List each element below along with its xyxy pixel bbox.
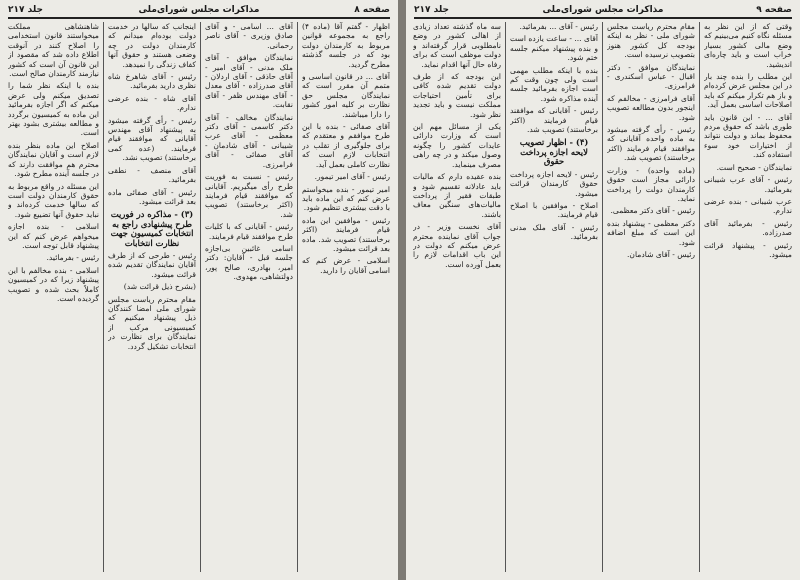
column-rule	[200, 22, 201, 572]
paragraph: عرب شیبانی - بنده عرضی ندارم.	[704, 196, 792, 216]
paragraph: رئیس - آقای عرب شیبانی بفرمائید.	[704, 175, 792, 194]
paragraph: اسلامی - بنده اجازه میخواهم عرض کنم که این پیشنهاد قابل توجه است.	[8, 222, 99, 250]
paragraph: نمایندگان مخالف - آقای دکتر کاسمی - آقای دکتر معظمی - آقای عرب شیبانی - آقای شادمان - آقای صفائی - آقای فرامرزی.	[205, 112, 293, 169]
paragraph: رئیس - بفرمائید.	[46, 253, 99, 263]
paragraph: اینجانب که سالها در خدمت دولت بوده‌ام میدانم که کارمندان دولت در چه وضعی هستند و حقوق آنها کفاف زندگی را نمیدهد.	[108, 22, 196, 69]
paragraph: امیر تیمور - بنده میخواستم عرض کنم که این ماده باید با دقت بیشتری تنظیم شود.	[302, 184, 390, 213]
paragraph: اصلاح این ماده بنظر بنده لازم است و آقایان نمایندگان محترم هم موافقت دارند که در جلسه آینده مطرح شود.	[8, 140, 99, 179]
paragraph: آقای صفائی - بنده با این طرح موافقم و معتقدم که برای جلوگیری از تقلب در انتخابات لازم است که نظارت کاملی بعمل آید.	[302, 122, 390, 169]
paragraph: آقای ... در قانون اساسی و متمم آن مقرر است که نمایندگان مجلس حق نظارت بر کلیه امور کشور را دارا میباشند.	[302, 72, 390, 119]
paragraph: رئیس - آقای امیر تیمور.	[314, 172, 390, 182]
paragraph: این مطلب را بنده چند بار در این مجلس عرض کرده‌ام و باز هم تکرار میکنم که باید اصلاحات اساسی بعمل آید.	[704, 72, 792, 110]
paragraph: رئیس - طرحی که از طرف آقایان نمایندگان تقدیم شده قرائت میشود.	[108, 250, 196, 279]
paragraph: (ماده واحده) - وزارت دارائی مجاز است حقوق کارمندان دولت را پرداخت نماید.	[607, 165, 695, 203]
right-page-header	[414, 4, 792, 19]
right-page	[406, 0, 800, 580]
paragraph: این بودجه که از طرف دولت تقدیم شده کافی برای تأمین احتیاجات مملکت نیست و باید تجدید نظر شود.	[413, 72, 501, 119]
paragraph: بنده با اینکه مطلب مهمی است ولی چون وقت کم است اجازه بفرمائید جلسه آینده مذاکره شود.	[510, 65, 598, 103]
paragraph: رئیس - آقای صفائی ماده بعد قرائت میشود.	[108, 187, 196, 206]
paragraph: آقای ... - این قانون باید طوری باشد که حقوق مردم محفوظ بماند و دولت نتواند از اختیارات خود سوء استفاده کند.	[704, 112, 792, 160]
section-heading: (۳) - مذاکره در فوریت طرح پیشنهادی راجع به انتخابات کمیسیون جهت نظارت انتخابات	[110, 209, 194, 248]
right-column-3	[510, 22, 598, 574]
left-column-3	[108, 22, 196, 574]
paragraph: آقای منصف - نطقی بفرمائید.	[108, 165, 196, 185]
paragraph: آقای شاه - بنده عرضی ندارم.	[108, 93, 196, 113]
paragraph: اظهار - گفتم آقا (ماده ۴) راجع به مجموعه قوانین مربوط به کارمندان دولت بود که در جلسه گذشته مطرح گردید.	[302, 22, 390, 69]
paragraph: اسلامی - بنده مخالفم با این پیشنهاد زیرا که در کمیسیون کاملاً بحث شده و تصویب گردیده است.	[8, 265, 99, 303]
left-page-header	[8, 4, 390, 19]
paragraph: رئیس - آقای ... بفرمائید.	[519, 22, 598, 31]
section-heading: (۴) - اظهار تصویب لایحه اجازه پرداخت حقوق	[519, 137, 589, 167]
paragraph: (بشرح ذیل قرائت شد)	[123, 282, 196, 292]
paragraph: اصلاح - موافقین با اصلاح قیام فرمایند.	[510, 200, 598, 220]
left-page-number: صفحه ۸	[354, 5, 390, 15]
paragraph: مقام محترم ریاست مجلس شورای ملی - نظر به اینکه بودجه کل کشور هنوز بتصویب نرسیده است.	[607, 22, 695, 60]
paragraph: رئیس - آقای دکتر معظمی.	[610, 206, 695, 216]
column-rule	[103, 22, 104, 572]
right-page-number: صفحه ۹	[756, 5, 792, 15]
paragraph: رئیس - آقای شاهرخ شاه نظری دارید بفرمائید.	[108, 72, 196, 91]
right-column-2	[607, 22, 695, 574]
paragraph: نمایندگان - صحیح است.	[716, 162, 792, 172]
paragraph: رئیس - نسبت به فوریت طرح رأی میگیریم. آقایانی که موافقند قیام فرمایند (اکثر برخاستند) تصویب شد.	[205, 172, 293, 219]
paragraph: آقای ... اسامی - و آقای صادق وزیری - آقای ناصر رحمانی.	[205, 22, 293, 50]
column-rule	[297, 22, 298, 572]
paragraph: دکتر معظمی - پیشنهاد بنده این است که مبلغ اضافه شود.	[607, 218, 695, 247]
left-column-2	[205, 22, 293, 574]
paragraph: رئیس - پیشنهاد قرائت میشود.	[704, 240, 792, 259]
paragraph: آقای ... - ساعت یازده است و بنده پیشنهاد میکنم جلسه ختم شود.	[510, 34, 598, 63]
paragraph: بنده عقیده دارم که مالیات باید عادلانه تقسیم شود و طبقات فقیر از پرداخت مالیات‌های سنگین معاف باشند.	[413, 172, 501, 219]
paragraph: رئیس - آقای شادمان.	[627, 249, 695, 259]
paragraph: رئیس - موافقین این ماده قیام فرمایند (اکثر برخاستند) تصویب شد. ماده بعد قرائت میشود.	[302, 215, 390, 253]
left-page-title: مذاکرات مجلس شورای‌ملی	[138, 5, 260, 15]
paragraph: این مسئله در واقع مربوط به حقوق کارمندان دولت است که سالها خدمت کرده‌اند و نباید حقوق آنها تضییع شود.	[8, 181, 99, 219]
paragraph: رئیس - رأی گرفته میشود به پیشنهاد آقای مهندس آقایانی که موافقند قیام فرمایند. (عده کمی برخاستند) تصویب نشد.	[108, 115, 196, 163]
paragraph: رئیس - رأی گرفته میشود به ماده واحده آقایانی که موافقند قیام فرمایند (اکثر برخاستند) تصویب شد.	[607, 125, 695, 163]
column-rule	[699, 22, 700, 572]
left-column-1	[302, 22, 390, 574]
right-column-4	[413, 22, 501, 574]
paragraph: بنده با اینکه نظر شما را تصدیق میکنم ولی عرض میکنم که اگر اجازه بفرمائید این ماده به کمیسیون برگردد و مطالعه بیشتری بشود بهتر است.	[8, 81, 99, 138]
left-page-volume: جلد ۲۱۷	[8, 5, 43, 15]
paragraph: رئیس - آقای ملک مدنی بفرمائید.	[510, 222, 598, 242]
paragraph: رئیس - آقایانی که با کلیات طرح موافقند قیام فرمایند.	[205, 222, 293, 241]
paragraph: سه ماه گذشته تعداد زیادی از اهالی کشور در وضع نامطلوبی قرار گرفته‌اند و دولت موظف است که برای رفاه حال آنها اقدام نماید.	[413, 22, 501, 69]
paragraph: آقای نخست وزیر - در جواب آقای نماینده محترم عرض میکنم که دولت در این باب اقدامات لازم را بعمل آورده است.	[413, 222, 501, 269]
paragraph: اسامی غائبین بی‌اجازه جلسه قبل - آقایان: دکتر امیر، بهادری، صالح پور، دولتشاهی، مهدوی.	[205, 243, 293, 282]
column-rule	[602, 22, 603, 572]
paragraph: نمایندگان موافق - دکتر اقبال - عباس اسکندری - فرامرزی.	[607, 62, 695, 91]
right-column-1	[704, 22, 792, 574]
paragraph: وقتی که از این نظر به مسئله نگاه کنیم می‌بینیم که وضع مالی کشور بسیار خراب است و باید چاره‌ای اندیشید.	[704, 22, 792, 69]
paragraph: رئیس - آقایانی که موافقند قیام فرمایند (اکثر برخاستند) تصویب شد.	[510, 106, 598, 135]
paragraph: مقام محترم ریاست مجلس شورای ملی امضا کنندگان ذیل پیشنهاد میکنیم که کمیسیونی مرکب از نمایندگان برای نظارت در انتخابات تشکیل گردد.	[108, 294, 196, 351]
paragraph: رئیس - لایحه اجازه پرداخت حقوق کارمندان قرائت میشود.	[510, 169, 598, 198]
paragraph: آقای فرامرزی - مخالفم که اینجور بدون مطالعه تصویب شود.	[607, 93, 695, 122]
paragraph: اسلامی - عرض کنم که اسامی آقایان را دارید.	[302, 256, 390, 275]
left-page	[0, 0, 398, 580]
paragraph: یکی از مسائل مهم این است که وزارت دارائی عایدات کشور را چگونه وصول میکند و در چه راهی مصرف مینماید.	[413, 122, 501, 169]
paragraph: شاهنشاهی مملکت میخواستند قانون استخدامی را اصلاح کنند در آنوقت اطلاع داده شد که مقصود از این قانون آن است که کشور نیازمند کارمندان صالح است.	[8, 22, 99, 79]
paragraph: رئیس - بفرمائید آقای صدرزاده.	[704, 218, 792, 238]
paragraph: نمایندگان موافق - آقای ملک مدنی - آقای امیر - آقای حاذقی - آقای اردلان - آقای صدرزاده - آقای معدل - آقای مهندس ظفر - آقای نقابت.	[205, 53, 293, 110]
right-page-volume: جلد ۲۱۷	[414, 5, 449, 15]
book-gutter	[398, 0, 406, 580]
left-column-4	[8, 22, 99, 574]
right-page-title: مذاکرات مجلس شورای‌ملی	[542, 5, 664, 15]
column-rule	[505, 22, 506, 572]
